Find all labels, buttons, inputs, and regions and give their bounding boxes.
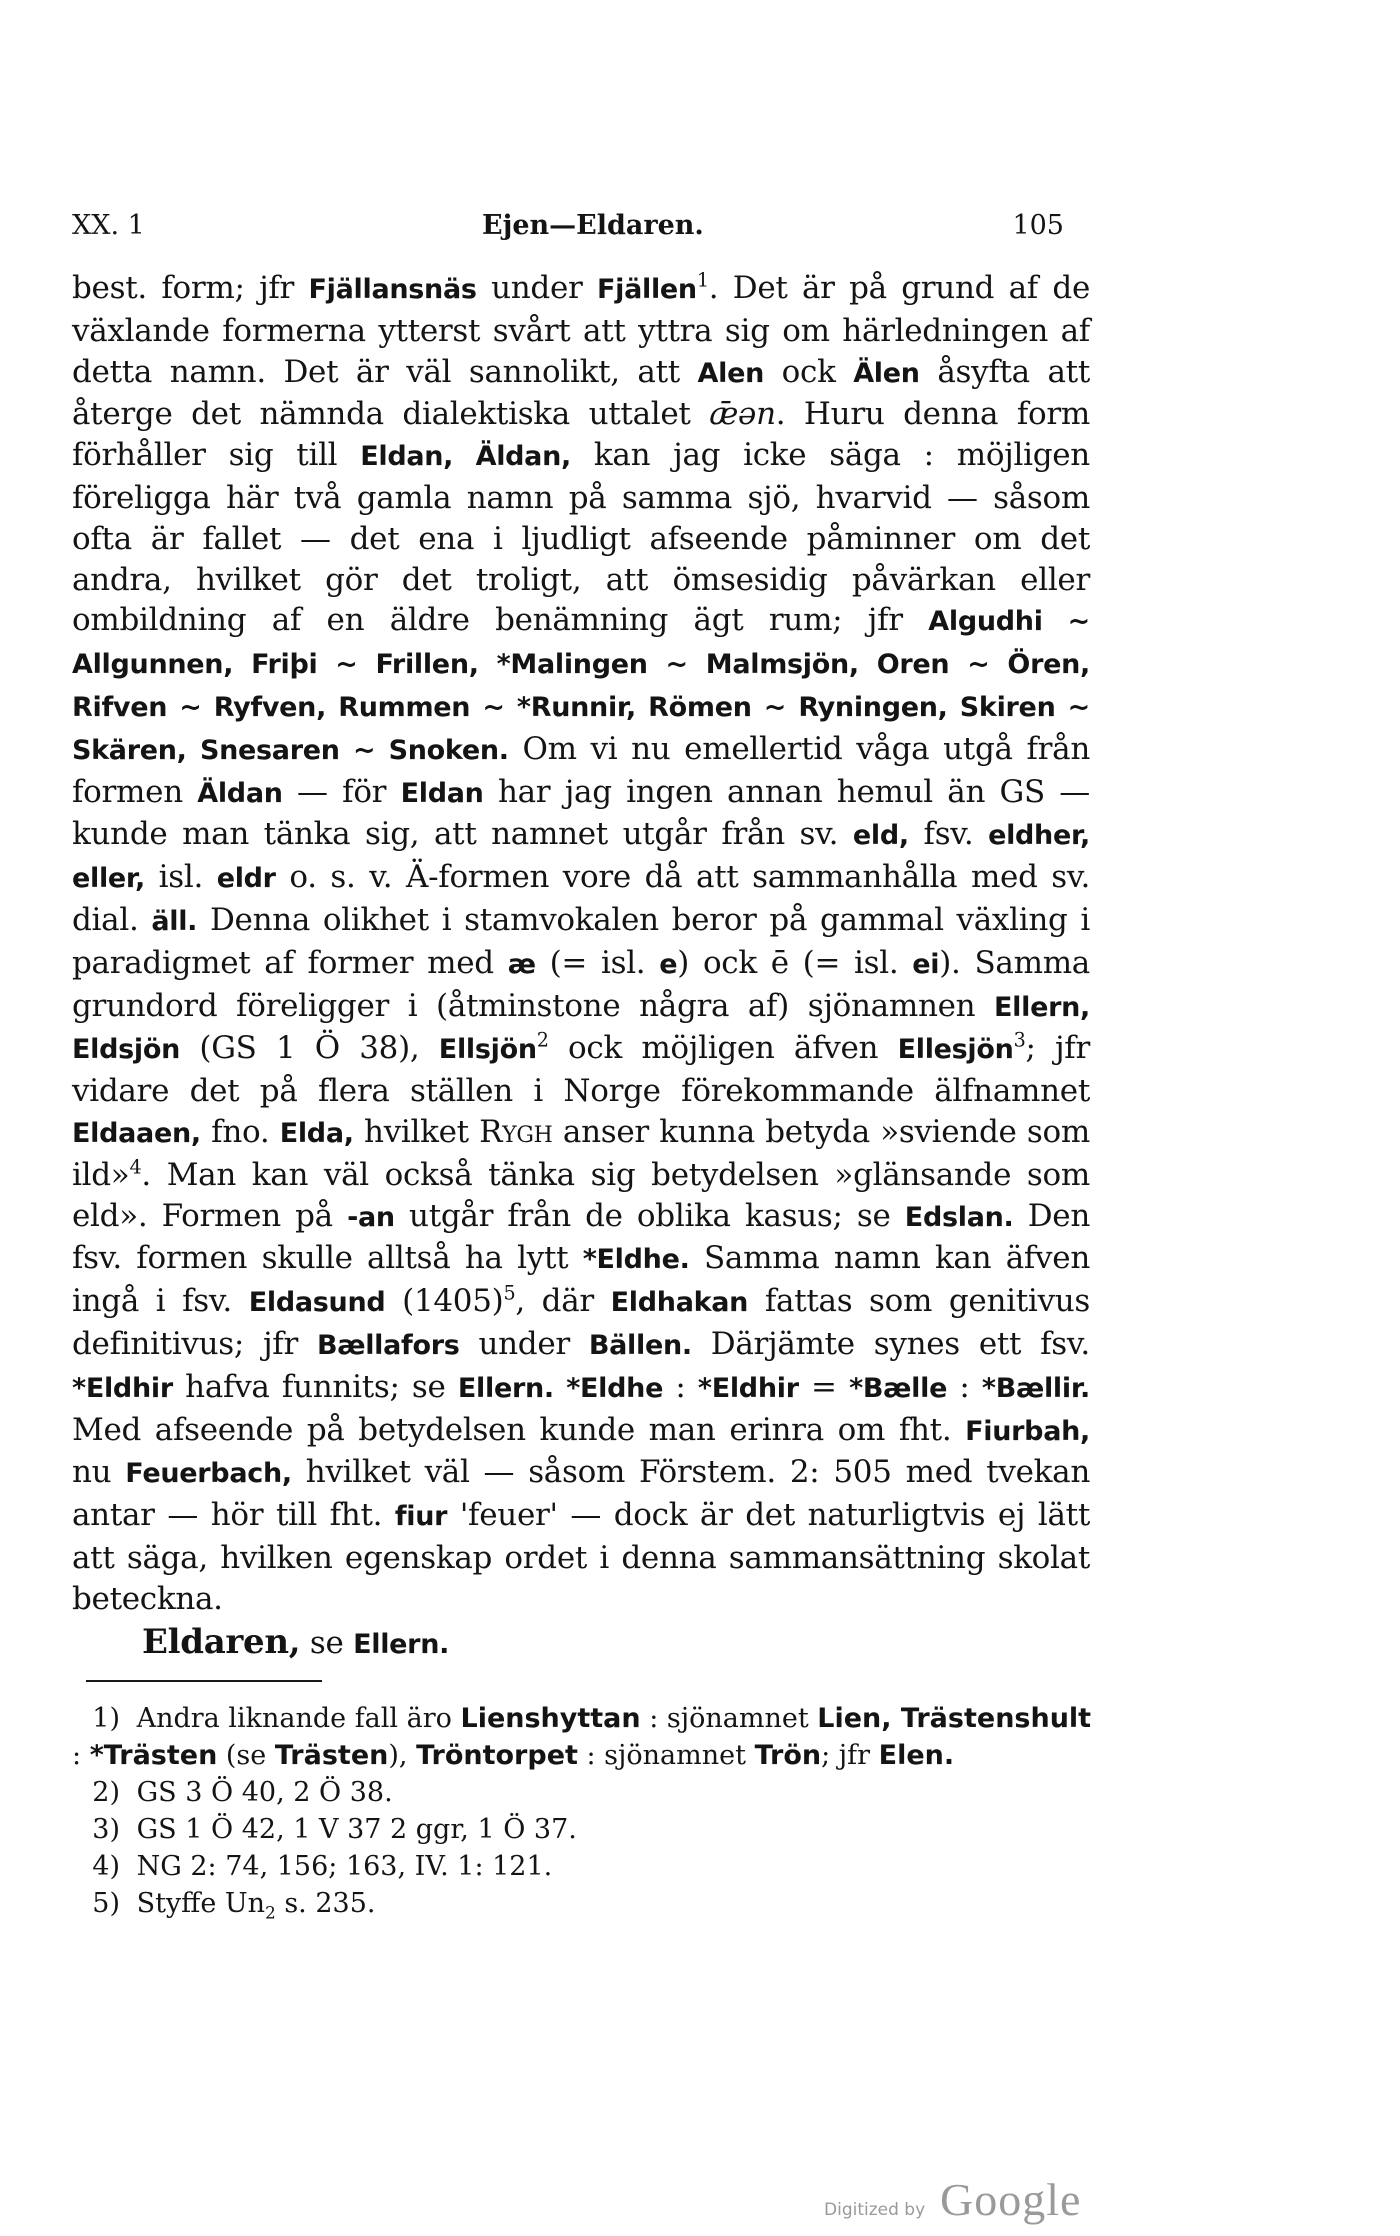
footnote-4: 4) NG 2: 74, 156; 163, IV. 1: 121. bbox=[92, 1851, 553, 1882]
footnote-ref[interactable]: 1 bbox=[696, 268, 709, 292]
entry-paragraph: best. form; jfr Fjällansnäs under Fjällen$^1$. Det är på grund af de växlande formerna ytterst svårt att yttra sig om härledningen af detta namn. Det är väl sannolikt, att Alen ock Älen åsyfta att återge det nämnda dialektiska uttalet ǣən. Huru denna form förhåller sig till Eldan, Äldan, kan jag icke säga : möjligen föreligga här två gamla namn på samma sjö, hvarvid — såsom ofta är fallet — det ena i ljudligt afseende påminner om det andra, hvilket gör det troligt, att ömsesidig påvärkan eller ombildning af en äldre benämning ägt rum; jfr Algudhi ~ Allgunnen, Friþi ~ Frillen, *Malingen ~ Malmsjön, Oren ~ Ören, Rifven ~ Ryfven, Rummen ~ *Runnir, Römen ~ Ryningen, Skiren ~ Skären, Snesaren ~ Snoken. Om vi nu emellertid våga utgå från formen Äldan — för Eldan har jag ingen annan hemul än GS — kunde man tänka sig, att namnet utgår från sv. eld, fsv. eldher, eller, isl. eldr o. s. v. Ä-formen vore då att sammanhålla med sv. dial. äll. Denna olikhet i stamvokalen beror på gammal växling i paradigmet af former med æ (= isl. e) ock ē (= isl. ei). Samma grundord föreligger i (åtminstone några af) sjönamnen Ellern, Eldsjön (GS 1 Ö 38), Ellsjön$^2$ ock möjligen äfven Ellesjön$^3$; jfr vidare det på flera ställen i Norge förekommande älfnamnet Eldaaen, fno. Elda, hvilket Rygh anser kunna betyda »sviende som ild»$^4$. Man kan väl också tänka sig betydelsen »glänsande som eld». Formen på -an utgår från de oblika kasus; se Edslan. Den fsv. formen skulle alltså ha lytt *Eldhe. Samma namn kan äfven ingå i fsv. Eldasund $(1405)^5$, där Eldhakan fattas som genitivus definitivus; jfr Bællafors under Bällen. Därjämte synes ett fsv. *Eldhir hafva funnits; se Ellern. *Eldhe : *Eldhir = *Bælle : *Bællir. Med afseende på betydelsen kunde man erinra om fht. Fiurbah, nu Feuerbach, hvilket väl — såsom Förstem. 2: 505 med tvekan antar — hör till fht. fiur 'feuer' — dock är det naturligtvis ej lätt att säga, hvilken egenskap ordet i denna sammansättning skolat beteckna. bbox=[72, 268, 1090, 1617]
main-text bbox=[72, 268, 1090, 1665]
footnote-2: 2) GS 3 Ö 40, 2 Ö 38. bbox=[92, 1777, 393, 1808]
entry-eldaren: Eldaren, se Ellern. bbox=[142, 1621, 450, 1662]
footnote-ref[interactable]: 3 bbox=[1013, 1029, 1026, 1053]
google-logo: Google bbox=[940, 2174, 1082, 2225]
digitization-watermark bbox=[824, 2174, 1124, 2226]
page-number: 105 bbox=[1012, 210, 1064, 241]
entry-headword: Eldaren, bbox=[142, 1621, 301, 1662]
footnotes bbox=[72, 1700, 1092, 1922]
footnote-5: 5) Styffe $Un_2$ s. 235. bbox=[92, 1888, 376, 1923]
footnote-ref[interactable]: 5 bbox=[503, 1281, 516, 1305]
footnote-3: 3) GS 1 Ö 42, 1 V 37 2 ggr, 1 Ö 37. bbox=[92, 1814, 577, 1845]
chapter-number: XX. 1 bbox=[72, 210, 145, 241]
digitized-by-text: Digitized by bbox=[824, 2200, 926, 2220]
footnote-1: 1) Andra liknande fall äro Lienshyttan : sjönamnet Lien, Trästenshult : *Trästen (se Trästen), Tröntorpet : sjönamnet Trön; jfr Elen. bbox=[72, 1703, 1092, 1771]
footnote-ref[interactable]: 2 bbox=[536, 1029, 549, 1053]
footnote-rule bbox=[86, 1680, 322, 1682]
footnote-ref[interactable]: 4 bbox=[129, 1155, 142, 1179]
running-head bbox=[72, 206, 1072, 246]
running-title: Ejen—Eldaren. bbox=[482, 210, 704, 241]
cross-reference[interactable]: Ellern. bbox=[353, 1628, 450, 1660]
